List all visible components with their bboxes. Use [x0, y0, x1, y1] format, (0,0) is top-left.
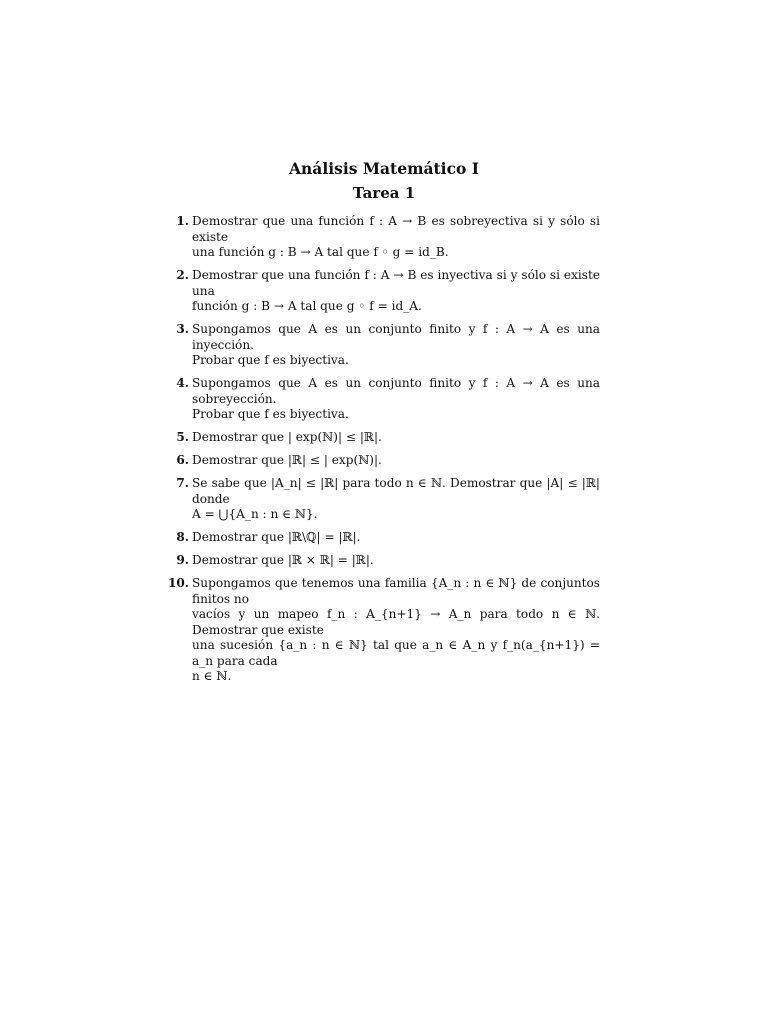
problem-number: 1.	[176, 214, 189, 228]
problem-text: Supongamos que A es un conjunto finito y f : A → A es una sobreyección. Probar que f es biyectiva.	[192, 376, 600, 421]
document-title: Análisis Matemático I	[289, 159, 479, 178]
problem-item	[160, 268, 600, 315]
problem-text: Demostrar que una función f : A → B es inyectiva si y sólo si existe una función g : B → A tal que g ◦ f = id_A.	[192, 268, 600, 313]
problem-number: 10.	[167, 576, 189, 590]
problem-list	[160, 214, 600, 692]
problem-item	[160, 322, 600, 369]
problem-text: Demostrar que |ℝ| ≤ | exp(ℕ)|.	[192, 453, 382, 467]
problem-number: 5.	[176, 430, 189, 444]
problem-item	[160, 576, 600, 685]
problem-item	[160, 430, 600, 446]
title-block	[0, 158, 768, 204]
problem-number: 7.	[176, 476, 189, 490]
problem-item	[160, 476, 600, 523]
problem-text: Demostrar que | exp(ℕ)| ≤ |ℝ|.	[192, 430, 382, 444]
problem-text: Supongamos que tenemos una familia {A_n : n ∈ ℕ} de conjuntos finitos no vacíos y un mapeo f_n : A_{n+1} → A_n para todo n ∈ ℕ. Demostrar que existe una sucesión {a_n : n ∈ ℕ} tal que a_n ∈ A_n y f_n(a_{n+1}) = a_n para cada n ∈ ℕ.	[192, 576, 600, 683]
problem-number: 9.	[176, 553, 189, 567]
problem-item	[160, 214, 600, 261]
problem-item	[160, 453, 600, 469]
problem-item	[160, 530, 600, 546]
problem-number: 8.	[176, 530, 189, 544]
problem-item	[160, 376, 600, 423]
problem-item	[160, 553, 600, 569]
problem-number: 6.	[176, 453, 189, 467]
problem-text: Supongamos que A es un conjunto finito y f : A → A es una inyección. Probar que f es biyectiva.	[192, 322, 600, 367]
document-subtitle: Tarea 1	[352, 184, 416, 202]
problem-number: 2.	[176, 268, 189, 282]
problem-text: Demostrar que una función f : A → B es sobreyectiva si y sólo si existe una función g : B → A tal que f ◦ g = id_B.	[192, 214, 600, 259]
problem-text: Demostrar que |ℝ\ℚ| = |ℝ|.	[192, 530, 361, 544]
problem-text: Demostrar que |ℝ × ℝ| = |ℝ|.	[192, 553, 374, 567]
problem-number: 3.	[176, 322, 189, 336]
problem-text: Se sabe que |A_n| ≤ |ℝ| para todo n ∈ ℕ. Demostrar que |A| ≤ |ℝ| donde A = ⋃{A_n : n ∈ ℕ}.	[192, 476, 600, 521]
problem-number: 4.	[176, 376, 189, 390]
